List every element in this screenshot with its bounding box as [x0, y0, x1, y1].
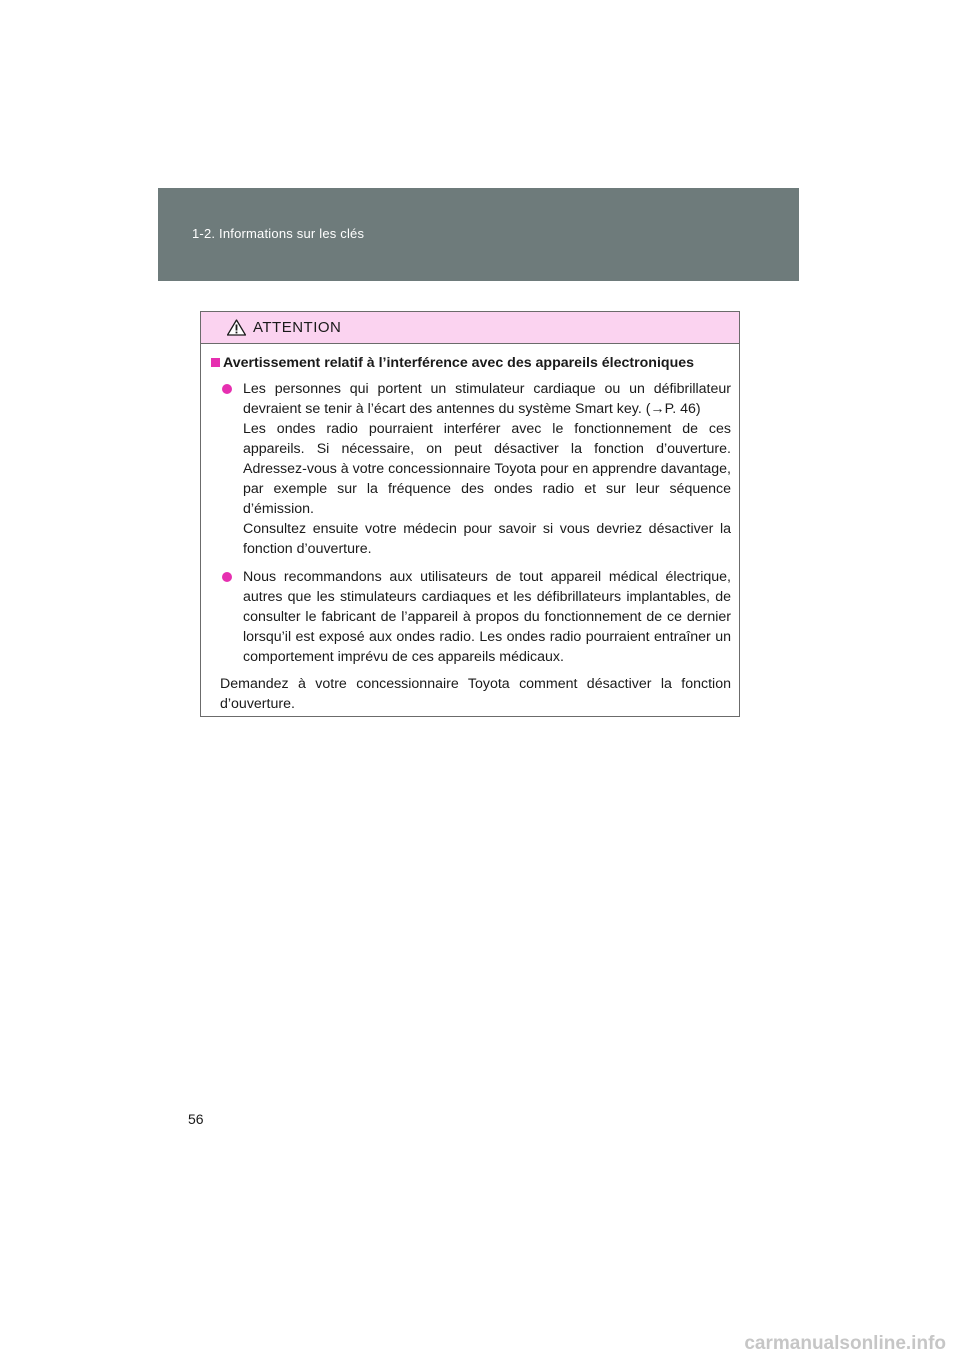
section-header-band [158, 188, 799, 281]
square-bullet-icon [211, 358, 220, 367]
item-paragraph: Consultez ensuite votre médecin pour savoir si vous devriez désactiver la fonction d’ouverture. [243, 521, 731, 557]
bullet-dot-icon [222, 384, 232, 394]
attention-heading-text: Avertissement relatif à l’interférence avec des appareils électroniques [223, 355, 695, 371]
attention-content [201, 344, 739, 714]
attention-header [201, 312, 739, 344]
item-paragraph: Nous recommandons aux utilisateurs de tout appareil médical électrique, autres que les stimulateurs cardiaques et les défibrillateurs implantables, de consulter le fabricant de l’appareil à propos du fonctionnement de ce dernier lorsqu’il est exposé aux ondes radio. Les ondes radio pourraient entraîner un comportement imprévu de ces appareils médicaux. [243, 569, 731, 665]
attention-title: ATTENTION [253, 319, 342, 336]
list-item [211, 379, 731, 559]
item-paragraph: Les ondes radio pourraient interférer avec le fonctionnement de ces appareils. Si nécessaire, on peut désactiver la fonction d’ouverture. Adressez-vous à votre concessionnaire Toyota pour en apprendre davantage, par exemple sur la fréquence des ondes radio et sur leur séquence d’émission. [243, 421, 731, 517]
warning-icon [227, 319, 246, 336]
section-title: 1-2. Informations sur les clés [192, 226, 365, 241]
page-number: 56 [188, 1111, 204, 1127]
attention-heading [211, 353, 731, 373]
list-item [211, 567, 731, 667]
attention-box [200, 311, 740, 717]
closing-paragraph: Demandez à votre concessionnaire Toyota comment désactiver la fonction d’ouverture. [220, 676, 731, 712]
watermark: carmanualsonline.info [744, 1333, 946, 1354]
item-paragraph: Les personnes qui portent un stimulateur cardiaque ou un défibrillateur devraient se tenir à l’écart des antennes du système Smart key. (→P. 46) [243, 381, 731, 417]
bullet-dot-icon [222, 572, 232, 582]
